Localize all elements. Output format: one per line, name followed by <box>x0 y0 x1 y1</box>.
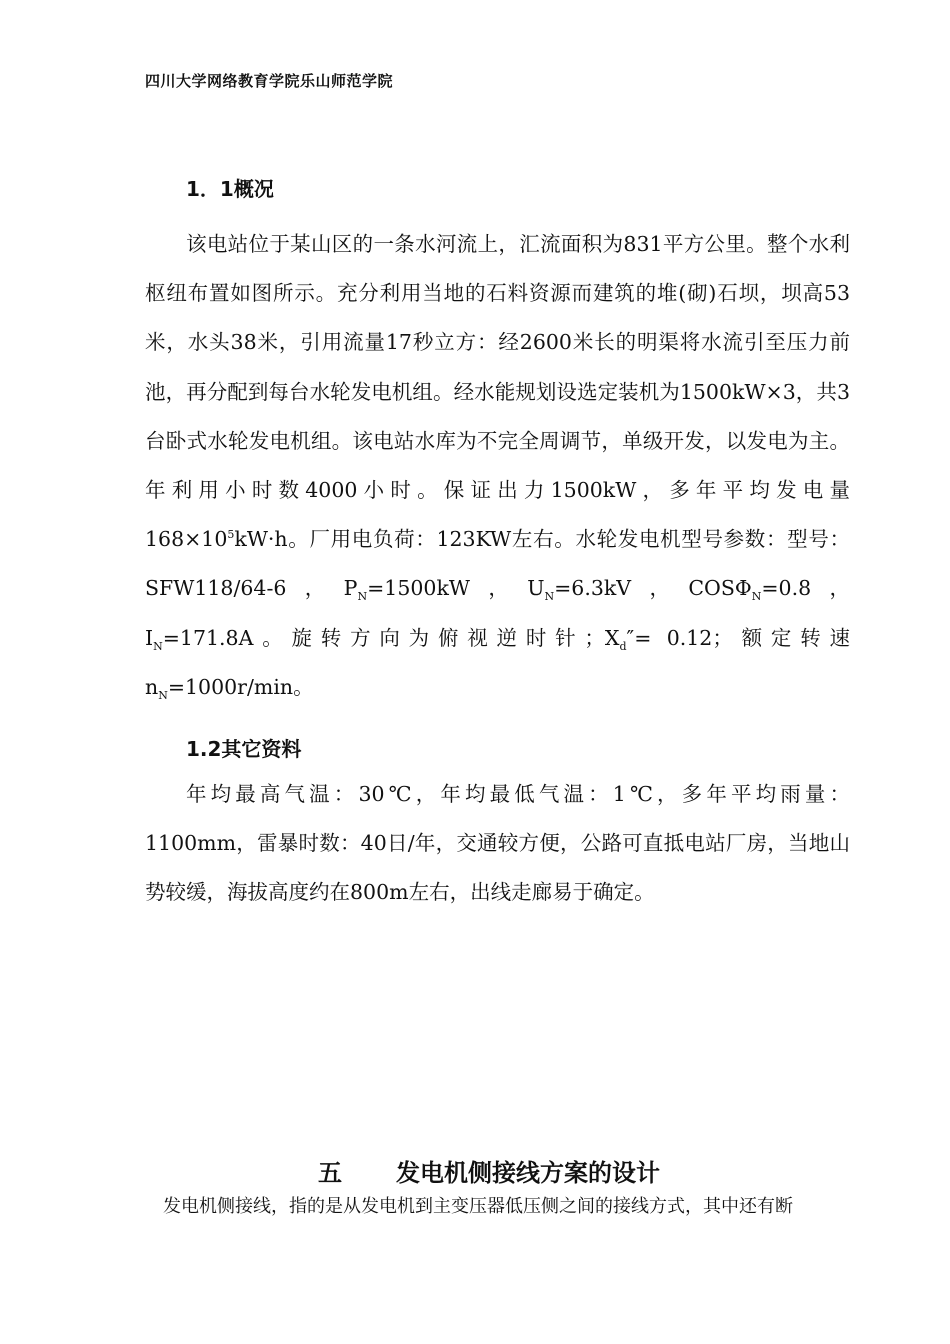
page-header: 四川大学网络教育学院乐山师范学院 <box>145 72 394 90</box>
overview-paragraph: 该电站位于某山区的一条水河流上，汇流面积为831平方公里。整个水利枢纽布置如图所示。充分利用当地的石料资源而建筑的堆(砌)石坝，坝高53米，水头38米，引用流量17秒立方：经2600米长的明渠将水流引至压力前池，再分配到每台水轮发电机组。经水能规划设选定装机为1500kW×3，共3台卧式水轮发电机组。该电站水库为不完全周调节，单级开发，以发电为主。年利用小时数4000小时。保证出力1500kW，多年平均发电量$168\times 10^5kW\cdot h$。厂用电负荷：123KW左右。水轮发电机型号参数：型号：SFW118/64-6，$P_N=1500kW$，$U_N=6.3kV$，$COS\Phi_N=0.8$，$I_N=171.8A$。旋转方向为俯视逆时针；$X_d''= 0.12$；额定转速$n_N=1000r/\min$。 <box>145 232 850 702</box>
other-data-paragraph: 年均最高气温：30℃，年均最低气温：1℃，多年平均雨量：1100mm，雷暴时数：40日/年，交通较方便，公路可直抵电站厂房，当地山势较缓，海拔高度约在800m左右，出线走廊易于确定。 <box>145 782 850 905</box>
section-heading-1-1: 1．1概况 <box>186 177 274 201</box>
chapter-title <box>318 1153 660 1188</box>
chapter-intro-line: 发电机侧接线，指的是从发电机到主变压器低压侧之间的接线方式，其中还有断 <box>163 1196 793 1217</box>
section-heading-1-2: 1.2其它资料 <box>186 737 302 761</box>
chapter-title-text: 发电机侧接线方案的设计 <box>396 1159 660 1187</box>
chapter-number: 五 <box>318 1159 342 1187</box>
